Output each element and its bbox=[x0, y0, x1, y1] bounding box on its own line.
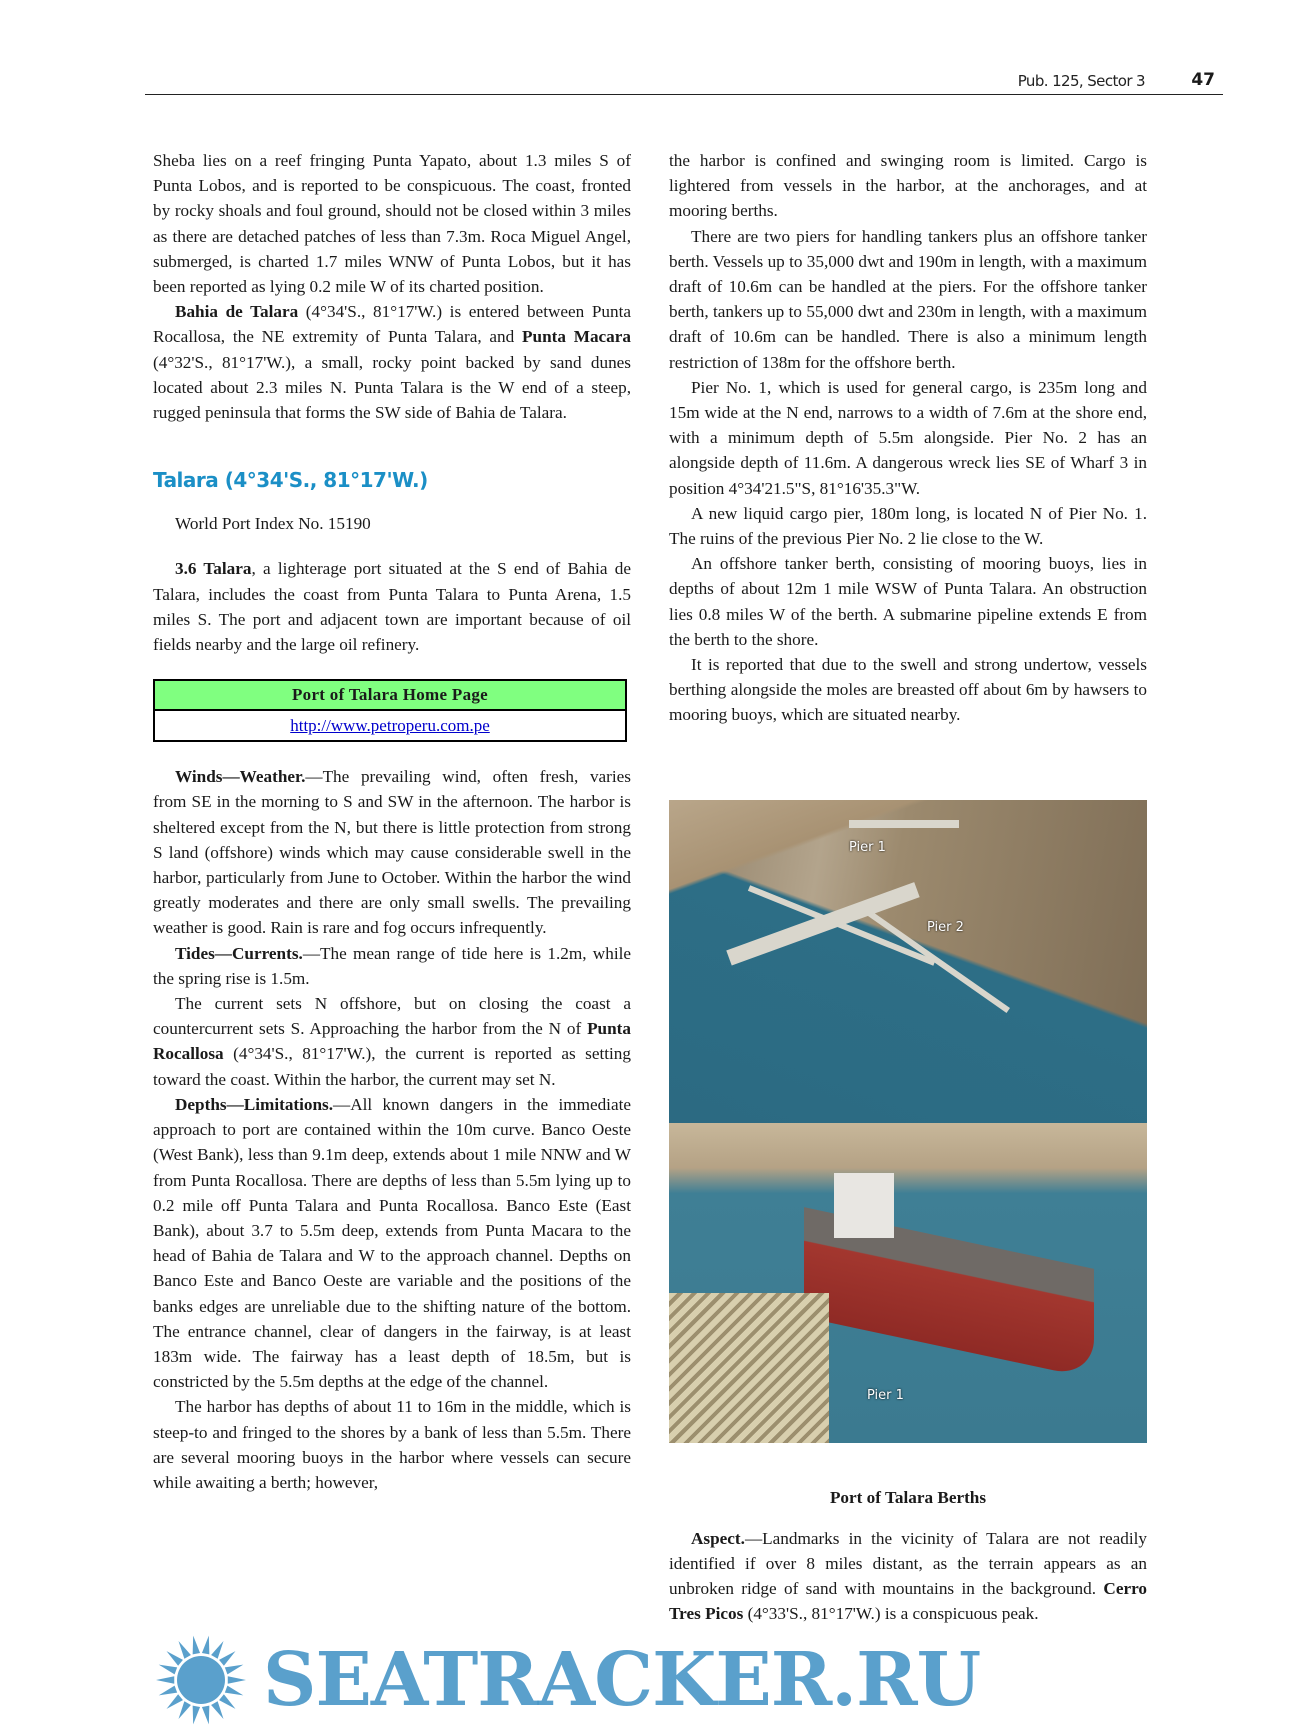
sun-ray bbox=[156, 1677, 174, 1685]
sun-ray bbox=[193, 1706, 200, 1725]
bold-run: Depths—Limitations. bbox=[175, 1094, 334, 1114]
paragraph bbox=[153, 299, 631, 425]
paragraph bbox=[153, 1394, 631, 1495]
text-run: (4°32'S., 81°17'W.), a small, rocky point backed by sand dunes located about 2.3 miles N. Punta Talara is the W end of a steep, rugged peninsula that forms the SW side of Bahia de Talara. bbox=[153, 352, 631, 423]
sun-ray bbox=[193, 1636, 200, 1655]
watermark bbox=[153, 1634, 1147, 1726]
photo-caption: Port of Talara Berths bbox=[829, 1487, 987, 1507]
sun-ray bbox=[167, 1652, 183, 1667]
text-run: (4°34'S., 81°17'W.), the current is reported as setting toward the coast. Within the harbor, the current may set N. bbox=[153, 1044, 631, 1089]
world-port-index: World Port Index No. 15190 bbox=[175, 514, 371, 534]
tanker-pier-photo bbox=[669, 1123, 1147, 1443]
sun-ray bbox=[179, 1642, 191, 1660]
text-run: , a lighterage port situated at the S end of Bahia de Talara, includes the coast from Punta Talara to Punta Arena, 1.5 miles S. The port and adjacent town are important because of oil fields nearby and the large oil refinery. bbox=[153, 559, 631, 655]
sun-logo-icon bbox=[153, 1634, 249, 1726]
sun-ray bbox=[202, 1706, 209, 1725]
section-heading: Talara (4°34'S., 81°17'W.) bbox=[153, 468, 428, 493]
paragraph bbox=[153, 1092, 631, 1394]
left-column-intro bbox=[153, 148, 631, 425]
sun-ray bbox=[159, 1665, 177, 1675]
paragraph bbox=[669, 148, 1147, 224]
pier-1-label-bottom: Pier 1 bbox=[867, 1387, 904, 1403]
paragraph bbox=[669, 1526, 1147, 1627]
paragraph bbox=[669, 224, 1147, 375]
page-number: 47 bbox=[1191, 70, 1215, 90]
left-column-body bbox=[153, 764, 631, 1495]
page-body bbox=[153, 148, 1147, 1726]
sun-ray bbox=[179, 1702, 191, 1720]
paragraph bbox=[669, 551, 1147, 652]
text-run: the harbor is confined and swinging room is limited. Cargo is lightered from vessels in the harbor, at the anchorages, and at mooring berths. bbox=[669, 151, 1147, 221]
text-run: (4°33'S., 81°17'W.) is a conspicuous peak. bbox=[743, 1604, 1039, 1624]
bold-run: Cerro Tres Picos bbox=[669, 1579, 1147, 1624]
text-run: Sheba lies on a reef fringing Punta Yapato, about 1.3 miles S of Punta Lobos, and is reported to be conspicuous. The coast, fronted by rocky shoals and foul ground, should not be closed within 3 miles as there are detached patches of less than 7.3m. Roca Miguel Angel, submerged, is charted 1.7 miles WNW of Punta Lobos, but it has been reported as lying 0.2 mile W of its charted position. bbox=[153, 151, 631, 297]
right-column bbox=[669, 148, 1147, 1626]
bold-run: Aspect. bbox=[691, 1528, 745, 1548]
text-run: A new liquid cargo pier, 180m long, is located N of Pier No. 1. The ruins of the previous Pier No. 2 lie close to the W. bbox=[669, 503, 1147, 549]
sun-ray bbox=[219, 1652, 235, 1667]
text-run: Pier No. 1, which is used for general cargo, is 235m long and 15m wide at the N end, narrows to a width of 7.6m at the shore end, with a minimum depth of 5.5m alongside. Pier No. 2 has an alongside depth of 11.6m. A dangerous wreck lies SE of Wharf 3 in position 4°34'21.5"S, 81°16'35.3"W. bbox=[669, 377, 1147, 498]
watermark-text: SEATRACKER.RU bbox=[263, 1637, 981, 1724]
text-run: —Landmarks in the vicinity of Talara are not readily identified if over 8 miles distant, as the terrain appears as an unbroken ridge of sand with mountains in the background. bbox=[669, 1528, 1147, 1599]
text-run: There are two piers for handling tankers plus an offshore tanker berth. Vessels up to 35,000 dwt and 190m in length, with a maximum draft of 10.6m can be handled at the piers. For the offshore tanker berth, tankers up to 55,000 dwt and 230m in length, with a maximum draft of 10.6m can be handled. There is also a minimum length restriction of 138m for the offshore berth. bbox=[669, 226, 1147, 372]
bold-run: 3.6 Talara bbox=[175, 559, 252, 579]
sun-ray bbox=[219, 1695, 235, 1710]
paragraph bbox=[153, 556, 631, 657]
aerial-pier-photo bbox=[669, 800, 1147, 1123]
paragraph bbox=[669, 652, 1147, 728]
pier-1-label: Pier 1 bbox=[849, 839, 886, 855]
sun-ray bbox=[159, 1686, 177, 1696]
text-run: The harbor has depths of about 11 to 16m in the middle, which is steep-to and fringed to the shores by a bank of less than 5.5m. There are several mooring buoys in the harbor where vessels can secure while awaiting a berth; however, bbox=[153, 1397, 631, 1492]
text-run: An offshore tanker berth, consisting of mooring buoys, lies in depths of about 12m 1 mile WSW of Punta Talara. An obstruction lies 0.8 miles W of the berth. A submarine pipeline extends E from the berth to the shore. bbox=[669, 554, 1147, 649]
paragraph bbox=[153, 991, 631, 1092]
bold-run: Tides—Currents. bbox=[175, 943, 303, 963]
left-column bbox=[153, 148, 631, 1495]
home-page-title: Port of Talara Home Page bbox=[155, 681, 625, 711]
publication-label: Pub. 125, Sector 3 bbox=[1017, 72, 1145, 90]
paragraph bbox=[669, 375, 1147, 501]
sun-ray bbox=[202, 1636, 209, 1655]
bold-run: Punta Rocallosa bbox=[153, 1019, 631, 1064]
paragraph bbox=[669, 501, 1147, 551]
sun-ray bbox=[225, 1686, 243, 1696]
pier-2-label: Pier 2 bbox=[927, 919, 964, 935]
sun-ray bbox=[211, 1642, 223, 1660]
paragraph bbox=[153, 148, 631, 299]
text-run: —All known dangers in the immediate approach to port are contained within the 10m curve. Banco Oeste (West Bank), less than 9.1m deep, extends about 1 mile NNW and W from Punta Rocallosa. There are depths of less than 5.5m lying up to 0.2 mile off Punta Talara and Punta Rocallosa. Banco Este (East Bank), about 3.7 to 5.5m deep, extends from Punta Macara to the head of Bahia de Talara and W to the approach channel. Depths on Banco Este and Banco Oeste are variable and the positions of the banks edges are unreliable due to the shifting nature of the bottom. The entrance channel, clear of dangers in the fairway, is at least 183m wide. The fairway has a least depth of 18.5m, but is constricted by the 5.5m depths at the edge of the channel. bbox=[153, 1094, 631, 1392]
paragraph bbox=[153, 764, 631, 940]
section-3-6-paragraph bbox=[153, 556, 631, 657]
page-header bbox=[145, 68, 1223, 95]
sun-ray bbox=[167, 1695, 183, 1710]
text-run: —The prevailing wind, often fresh, varies from SE in the morning to S and SW in the afternoon. The harbor is sheltered except from the N, but there is little protection from strong S land (offshore) winds which may cause considerable swell in the harbor, particularly from June to October. Within the harbor the wind greatly moderates and there are only small swells. The prevailing weather is good. Rain is rare and fog occurs infrequently. bbox=[153, 767, 631, 938]
aspect-paragraph bbox=[669, 1526, 1147, 1627]
home-page-box bbox=[153, 679, 627, 742]
bold-run: Bahia de Talara bbox=[175, 302, 299, 322]
paragraph bbox=[153, 941, 631, 991]
bold-run: Winds—Weather. bbox=[175, 767, 306, 787]
bold-run: Punta Macara bbox=[522, 327, 631, 347]
right-column-body bbox=[669, 148, 1147, 728]
sun-ray bbox=[211, 1702, 223, 1720]
text-run: (4°34'S., 81°17'W.) is entered between Punta Rocallosa, the NE extremity of Punta Talara, and bbox=[153, 302, 631, 347]
sun-ray bbox=[225, 1665, 243, 1675]
text-run: —The mean range of tide here is 1.2m, while the spring rise is 1.5m. bbox=[153, 943, 631, 988]
home-page-link[interactable]: http://www.petroperu.com.pe bbox=[290, 716, 490, 736]
sun-ray bbox=[228, 1677, 246, 1685]
text-run: It is reported that due to the swell and strong undertow, vessels berthing alongside the moles are breasted off about 6m by hawsers to mooring buoys, which are situated nearby. bbox=[669, 655, 1147, 725]
text-run: The current sets N offshore, but on closing the coast a countercurrent sets S. Approaching the harbor from the N of bbox=[153, 994, 631, 1039]
